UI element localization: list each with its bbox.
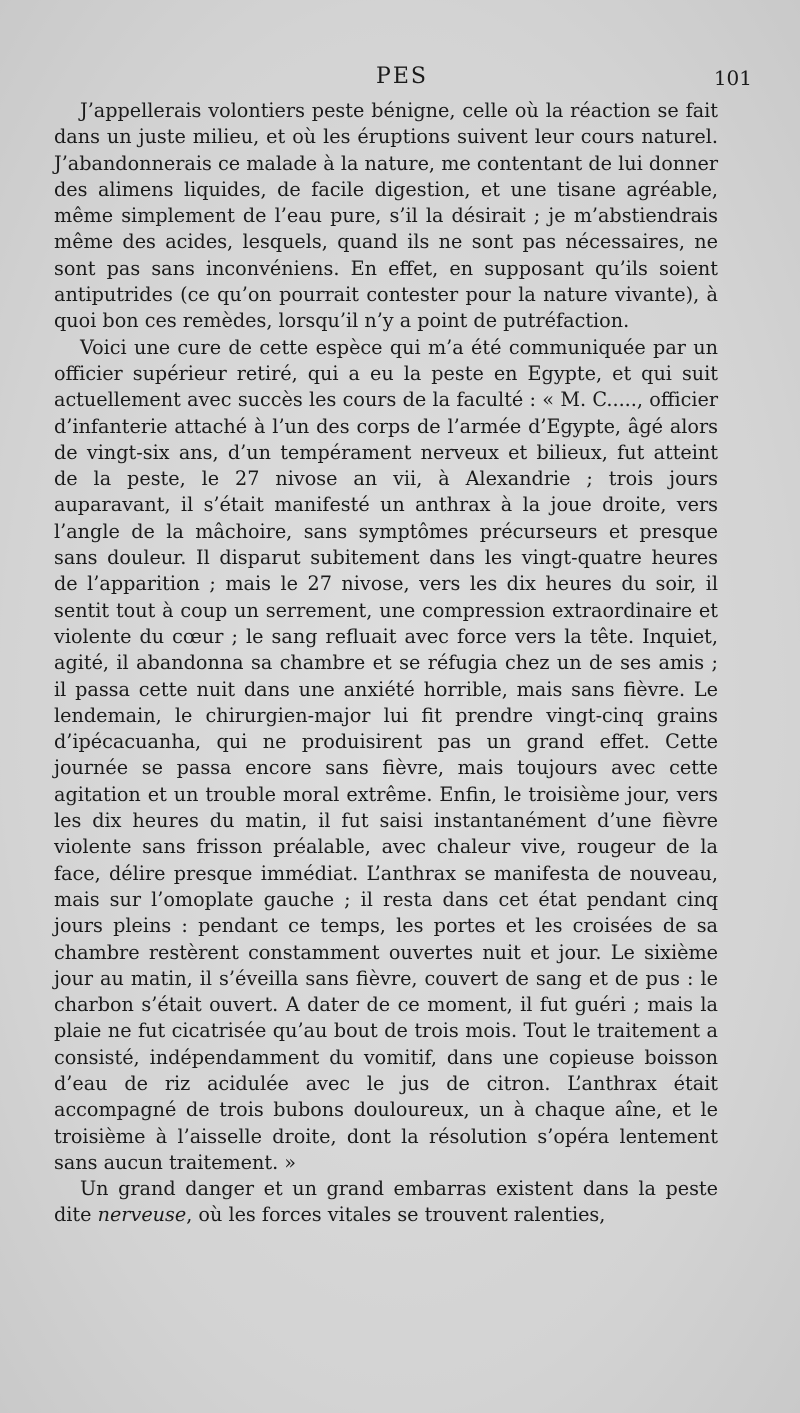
- paragraph-3-end: , où les forces vitales se trouvent ralenties,: [186, 1203, 606, 1227]
- paragraph-3: [54, 1176, 718, 1229]
- page-header: [52, 64, 752, 94]
- body-text: [54, 98, 718, 1229]
- running-head: PES: [376, 64, 428, 89]
- italic-term: nerveuse: [97, 1203, 187, 1227]
- paragraph-2: Voici une cure de cette espèce qui m’a été communiquée par un officier supérieur retiré, qui a eu la peste en Egypte, et qui suit actuellement avec succès les cours de la faculté : « M. C....., officier d’infanterie attaché à l’un des corps de l’armée d’Egypte, âgé alors de vingt-six ans, d’un tempérament nerveux et bilieux, fut atteint de la peste, le 27 nivose an vii, à Alexandrie ; trois jours auparavant, il s’était manifesté un anthrax à la joue droite, vers l’angle de la mâchoire, sans symptômes précurseurs et presque sans douleur. Il disparut subitement dans les vingt-quatre heures de l’apparition ; mais le 27 nivose, vers les dix heures du soir, il sentit tout à coup un serrement, une compression extraordinaire et violente du cœur ; le sang refluait avec force vers la tête. Inquiet, agité, il abandonna sa chambre et se réfugia chez un de ses amis ; il passa cette nuit dans une anxiété horrible, mais sans fièvre. Le lendemain, le chirurgien-major lui fit prendre vingt-cinq grains d’ipécacuanha, qui ne produisirent pas un grand effet. Cette journée se passa encore sans fièvre, mais toujours avec cette agitation et un trouble moral extrême. Enfin, le troisième jour, vers les dix heures du matin, il fut saisi instantanément d’une fièvre violente sans frisson préalable, avec chaleur vive, rougeur de la face, délire presque immédiat. L’anthrax se manifesta de nouveau, mais sur l’omoplate gauche ; il resta dans cet état pendant cinq jours pleins : pendant ce temps, les portes et les croisées de sa chambre restèrent constamment ouvertes nuit et jour. Le sixième jour au matin, il s’éveilla sans fièvre, couvert de sang et de pus : le charbon s’était ouvert. A dater de ce moment, il fut guéri ; mais la plaie ne fut cicatrisée qu’au bout de trois mois. Tout le traitement a consisté, indépendamment du vomitif, dans une copieuse boisson d’eau de riz acidulée avec le jus de citron. L’anthrax était accompagné de trois bubons douloureux, un à chaque aîne, et le troisième à l’aisselle droite, dont la résolution s’opéra lentement sans aucun traitement. »: [54, 335, 718, 1174]
- paragraph-3-start: Un grand danger et un grand embarras existent dans la peste dite: [54, 1177, 718, 1227]
- page-number: 101: [713, 66, 752, 90]
- paragraph-1: J’appellerais volontiers peste bénigne, celle où la réaction se fait dans un juste milieu, et où les éruptions suivent leur cours naturel. J’abandonnerais ce malade à la nature, me contentant de lui donner des alimens liquides, de facile digestion, et une tisane agréable, même simplement de l’eau pure, s’il la désirait ; je m’abstiendrais même des acides, lesquels, quand ils ne sont pas nécessaires, ne sont pas sans inconvéniens. En effet, en supposant qu’ils soient antiputrides (ce qu’on pourrait contester pour la nature vivante), à quoi bon ces remèdes, lorsqu’il n’y a point de putréfaction.: [54, 99, 718, 333]
